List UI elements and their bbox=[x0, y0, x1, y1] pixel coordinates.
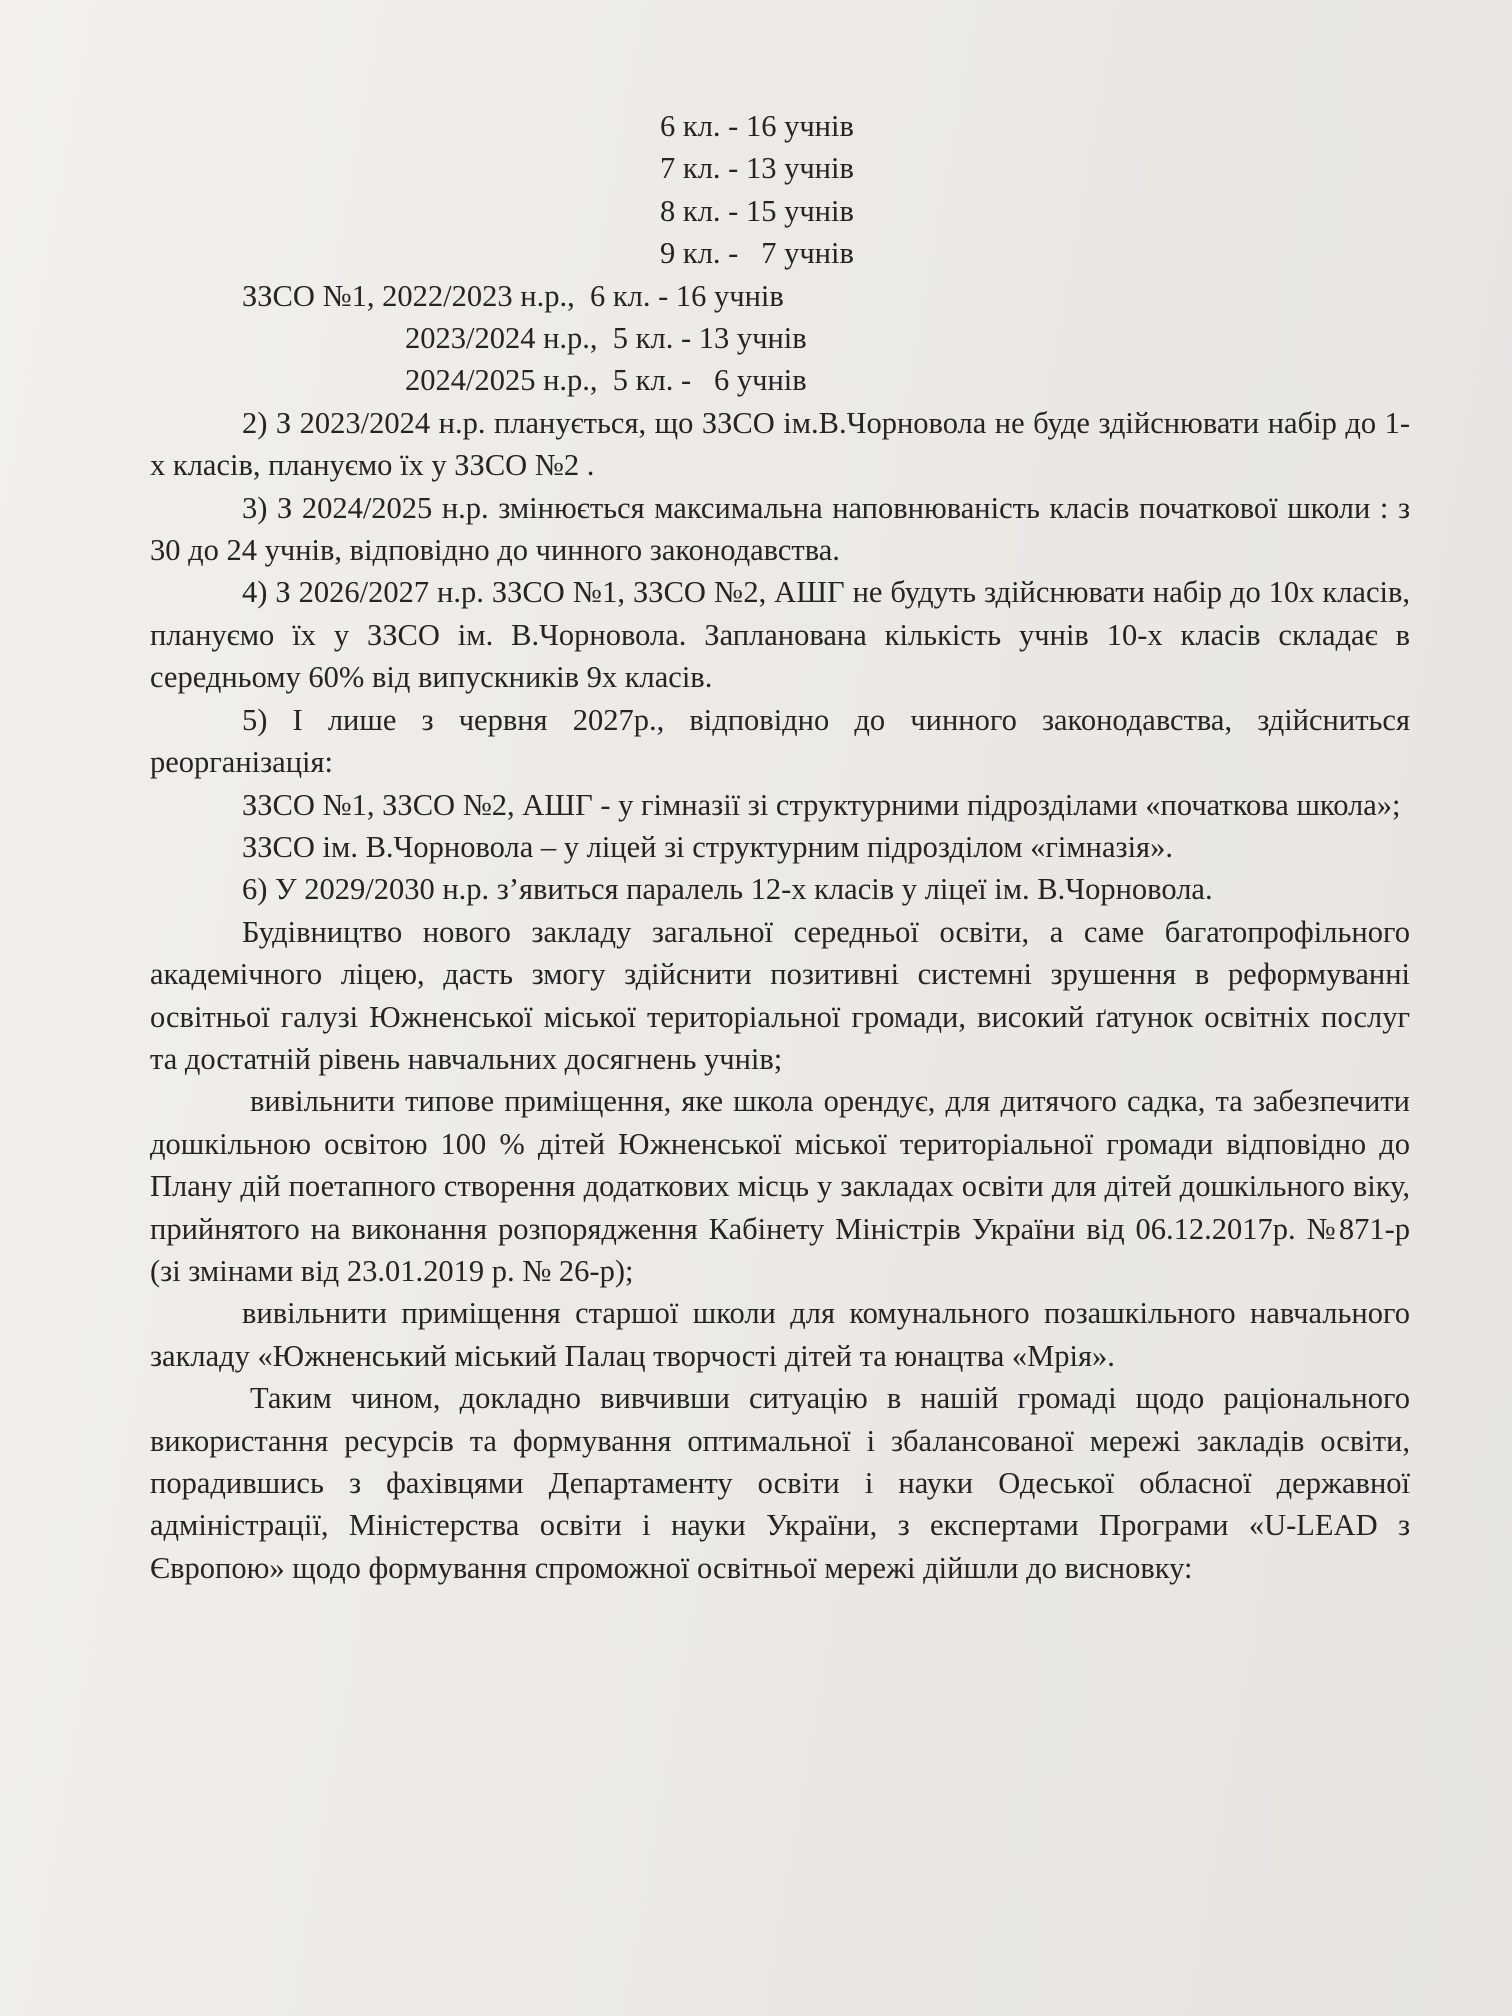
paragraph: Таким чином, докладно вивчивши ситуацію в нашій громаді щодо раціонального використання ресурсів та формування оптимальної і збалансованої мережі закладів освіти, порадившись з фахівцями Департаменту освіти і науки Одеської обласної державної адміністрації, Міністерства освіти і науки України, з експертами Програми «U-LEAD з Європою» щодо формування спроможної освітньої мережі дійшли до висновку: bbox=[150, 1381, 1410, 1585]
stats-line: 8 кл. - 15 учнів bbox=[660, 193, 854, 228]
stats-line: 7 кл. - 13 учнів bbox=[660, 151, 854, 186]
list-item-6: 6) У 2029/2030 н.р. з’явиться паралель 12-х класів у ліцеї ім. В.Чорновола. bbox=[242, 872, 1213, 907]
list-item-3: 3) З 2024/2025 н.р. змінюється максимальна наповнюваність класів початкової школи : з 30 до 24 учнів, відповідно до чинного законодавства. bbox=[150, 490, 1410, 568]
school-stats-line: 2024/2025 н.р., 5 кл. - 6 учнів bbox=[405, 363, 807, 398]
paragraph: Будівництво нового закладу загальної середньої освіти, а саме багатопрофільного академічного ліцею, дасть змогу здійснити позитивні системні зрушення в реформуванні освітньої галузі Южненської міської територіальної громади, високий ґатунок освітніх послуг та достатній рівень навчальних досягнень учнів; bbox=[150, 914, 1410, 1076]
paragraph: вивільнити приміщення старшої школи для комунального позашкільного навчального закладу «Южненський міський Палац творчості дітей та юнацтва «Мрія». bbox=[150, 1296, 1410, 1373]
list-item-5: 5) І лише з червня 2027р., відповідно до чинного законодавства, здійсниться реорганізація: bbox=[150, 702, 1410, 780]
document-body bbox=[150, 105, 1410, 1589]
reorg-item: ЗЗСО №1, ЗЗСО №2, АШГ - у гімназії зі структурними підрозділами «початкова школа»; bbox=[242, 787, 1401, 822]
list-item-2: 2) З 2023/2024 н.р. планується, що ЗЗСО ім.В.Чорновола не буде здійснювати набір до 1-х класів, плануємо їх у ЗЗСО №2 . bbox=[150, 405, 1410, 483]
stats-line: 6 кл. - 16 учнів bbox=[660, 109, 854, 143]
list-item-4: 4) З 2026/2027 н.р. ЗЗСО №1, ЗЗСО №2, АШГ не будуть здійснювати набір до 10х класів, плануємо їх у ЗЗСО ім. В.Чорновола. Запланована кількість учнів 10-х класів складає в середньому 60% від випускників 9х класів. bbox=[150, 575, 1410, 695]
school-stats-line: 2023/2024 н.р., 5 кл. - 13 учнів bbox=[405, 321, 807, 356]
stats-line: 9 кл. - 7 учнів bbox=[660, 236, 854, 271]
school-stats-line: ЗЗСО №1, 2022/2023 н.р., 6 кл. - 16 учнів bbox=[242, 278, 784, 313]
paragraph: вивільнити типове приміщення, яке школа орендує, для дитячого садка, та забезпечити дошкільною освітою 100 % дітей Южненської міської територіальної громади відповідно до Плану дій поетапного створення додаткових місць у закладах освіти для дітей дошкільного віку, прийнятого на виконання розпорядження Кабінету Міністрів України від 06.12.2017р. №871-р (зі змінами від 23.01.2019 р. № 26-р); bbox=[150, 1084, 1410, 1288]
reorg-item: ЗЗСО ім. В.Чорновола – у ліцей зі структурним підрозділом «гімназія». bbox=[242, 829, 1173, 864]
